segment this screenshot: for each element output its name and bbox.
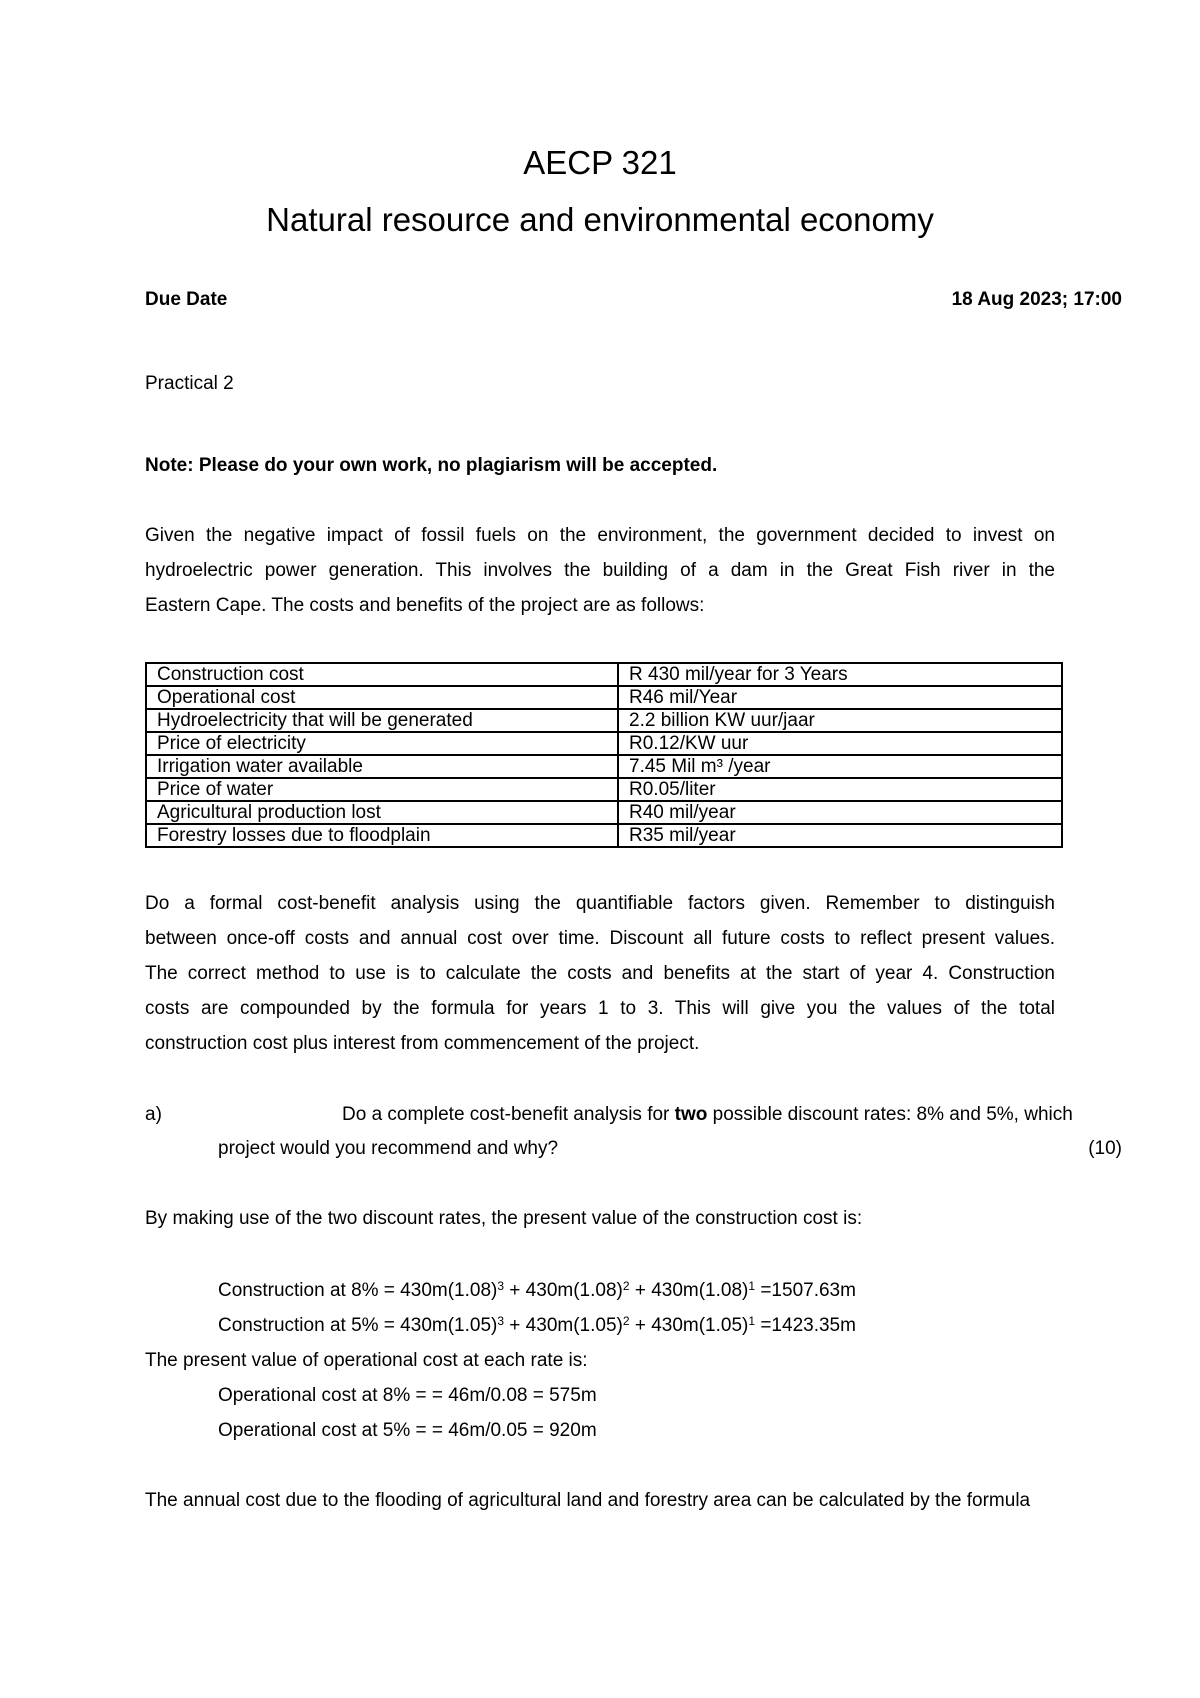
question-a-marks: (10) bbox=[1088, 1138, 1122, 1159]
table-row bbox=[146, 663, 1062, 686]
operational-intro-text: The present value of operational cost at each rate is: bbox=[145, 1350, 588, 1371]
table-row bbox=[146, 801, 1062, 824]
calc-part: Construction at 5% = 430m(1.05) bbox=[218, 1315, 498, 1336]
calc-exponent: 3 bbox=[497, 1314, 505, 1328]
table-cell-item: Hydroelectricity that will be generated bbox=[146, 709, 618, 732]
table-cell-item: Construction cost bbox=[146, 663, 618, 686]
table-cell-value: R 430 mil/year for 3 Years bbox=[618, 663, 1062, 686]
calc-part: + 430m(1.05) bbox=[629, 1315, 749, 1336]
calc-part: + 430m(1.05) bbox=[504, 1315, 623, 1336]
table-cell-value: R0.05/liter bbox=[618, 778, 1062, 801]
table-cell-item: Forestry losses due to floodplain bbox=[146, 824, 618, 847]
question-a-text bbox=[342, 1103, 1122, 1127]
table-cell-value: R46 mil/Year bbox=[618, 686, 1062, 709]
operational-calc-5: Operational cost at 5% = = 46m/0.05 = 920m bbox=[218, 1420, 597, 1441]
intro-line: Eastern Cape. The costs and benefits of the project are as follows: bbox=[145, 595, 705, 616]
table-row bbox=[146, 709, 1062, 732]
practical-heading: Practical 2 bbox=[145, 373, 234, 394]
calc-exponent: 2 bbox=[622, 1314, 630, 1328]
table-row bbox=[146, 686, 1062, 709]
analysis-line: costs are compounded by the formula for years 1 to 3. This will give you the values of the total bbox=[145, 998, 1055, 1019]
calc-part: + 430m(1.08) bbox=[629, 1280, 749, 1301]
intro-line: hydroelectric power generation. This involves the building of a dam in the Great Fish river in the bbox=[145, 560, 1055, 581]
table-cell-item: Irrigation water available bbox=[146, 755, 618, 778]
question-a-text-line2: project would you recommend and why? bbox=[218, 1138, 559, 1159]
intro-line: Given the negative impact of fossil fuels on the environment, the government decided to invest on bbox=[145, 525, 1055, 546]
calc-part: Construction at 8% = 430m(1.08) bbox=[218, 1280, 498, 1301]
plagiarism-note: Note: Please do your own work, no plagiarism will be accepted. bbox=[145, 455, 718, 476]
calc-part: + 430m(1.08) bbox=[504, 1280, 623, 1301]
calc-exponent: 3 bbox=[497, 1279, 505, 1293]
analysis-line: construction cost plus interest from commencement of the project. bbox=[145, 1033, 700, 1054]
calc-exponent: 1 bbox=[748, 1279, 756, 1293]
calc-result: =1507.63m bbox=[755, 1280, 856, 1301]
analysis-line: between once-off costs and annual cost over time. Discount all future costs to reflect present values. bbox=[145, 928, 1055, 949]
table-cell-item: Price of electricity bbox=[146, 732, 618, 755]
table-cell-value: R0.12/KW uur bbox=[618, 732, 1062, 755]
table-row bbox=[146, 755, 1062, 778]
table-row bbox=[146, 732, 1062, 755]
table-cell-value: 2.2 billion KW uur/jaar bbox=[618, 709, 1062, 732]
question-a-label: a) bbox=[145, 1104, 162, 1125]
due-date-label: Due Date bbox=[145, 289, 228, 310]
calc-exponent: 1 bbox=[748, 1314, 756, 1328]
table-row bbox=[146, 778, 1062, 801]
construction-calc-8 bbox=[218, 1279, 856, 1303]
course-title: Natural resource and environmental economy bbox=[266, 201, 934, 238]
calc-result: =1423.35m bbox=[755, 1315, 856, 1336]
question-a-text-start: Do a complete cost-benefit analysis for bbox=[342, 1104, 675, 1125]
question-a-text-end: possible discount rates: 8% and 5%, which bbox=[707, 1104, 1073, 1125]
analysis-line: The correct method to use is to calculate the costs and benefits at the start of year 4. Construction bbox=[145, 963, 1055, 984]
table-cell-item: Operational cost bbox=[146, 686, 618, 709]
analysis-paragraph bbox=[145, 886, 1055, 1061]
question-a-text-bold: two bbox=[674, 1104, 708, 1125]
table-row bbox=[146, 824, 1062, 847]
calc-exponent: 2 bbox=[622, 1279, 630, 1293]
table-cell-item: Price of water bbox=[146, 778, 618, 801]
course-code: AECP 321 bbox=[523, 144, 677, 181]
table-cell-value: 7.45 Mil m³ /year bbox=[618, 755, 1062, 778]
cost-benefit-table bbox=[145, 662, 1063, 848]
intro-paragraph bbox=[145, 518, 1055, 623]
due-date-value: 18 Aug 2023; 17:00 bbox=[951, 289, 1122, 310]
pv-intro-text: By making use of the two discount rates, the present value of the construction cost is: bbox=[145, 1208, 863, 1229]
construction-calc-5 bbox=[218, 1314, 856, 1338]
table-cell-value: R40 mil/year bbox=[618, 801, 1062, 824]
table-cell-value: R35 mil/year bbox=[618, 824, 1062, 847]
operational-calc-8: Operational cost at 8% = = 46m/0.08 = 575m bbox=[218, 1385, 597, 1406]
annual-cost-text: The annual cost due to the flooding of agricultural land and forestry area can be calculated by the formula bbox=[145, 1490, 1031, 1511]
table-cell-item: Agricultural production lost bbox=[146, 801, 618, 824]
analysis-line: Do a formal cost-benefit analysis using the quantifiable factors given. Remember to distinguish bbox=[145, 893, 1055, 914]
